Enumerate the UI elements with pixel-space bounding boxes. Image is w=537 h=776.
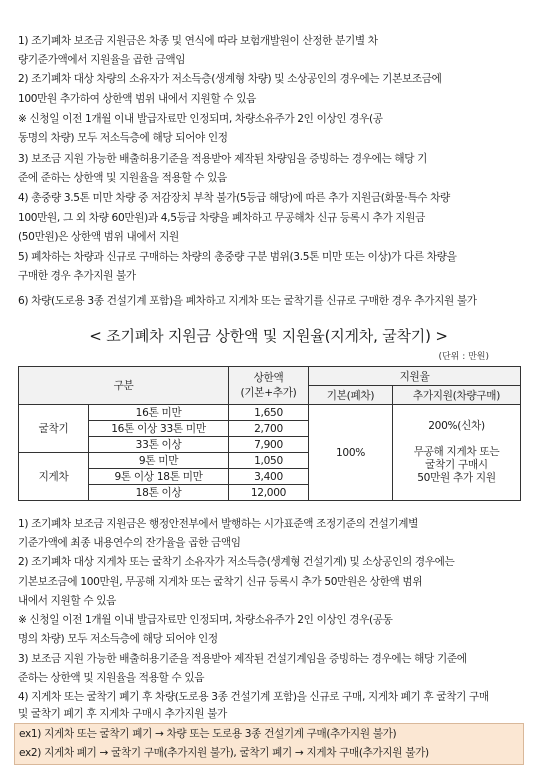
table-row xyxy=(19,405,521,421)
header-division: 구분 xyxy=(19,367,229,405)
bnote-2e: 명의 차량) 모두 저소득층에 해당 되어야 인정 xyxy=(18,633,218,645)
example-2: ex2) 지게차 폐기 → 굴착기 구매(추가지원 불가), 굴착기 폐기 → 지게차 구매(추가지원 불가) xyxy=(19,747,429,759)
note-1b: 량기준가액에서 지원율을 곱한 금액임 xyxy=(18,54,186,66)
subsidy-table xyxy=(18,366,521,501)
extra-rate xyxy=(393,405,521,501)
header-extra: 추가지원(차량구매) xyxy=(393,386,521,405)
note-4a: 4) 총중량 3.5톤 미만 차량 중 저감장치 부착 불가(5등급 해당)에 따른 추가 지원금(화물·특수 차량 xyxy=(18,192,450,204)
note-3b: 준에 준하는 상한액 및 지원율을 적용할 수 있음 xyxy=(18,172,227,184)
cap-cell: 3,400 xyxy=(229,469,309,485)
note-2b: 100만원 추가하여 상한액 범위 내에서 지원할 수 있음 xyxy=(18,93,256,105)
example-1: ex1) 지게차 또는 굴착기 폐기 → 차량 또는 도로용 3종 건설기계 구매(추가지원 불가) xyxy=(19,728,397,740)
note-4c: (50만원)은 상한액 범위 내에서 지원 xyxy=(18,231,179,243)
bnote-1b: 기준가액에 최종 내용연수의 잔가율을 곱한 금액임 xyxy=(18,537,241,549)
bnote-2c: 내에서 지원할 수 있음 xyxy=(18,595,117,607)
unit-label: (단위 : 만원) xyxy=(438,352,489,362)
bnote-4b: 및 굴착기 폐기 후 지게차 구매시 추가지원 불가 xyxy=(18,708,227,720)
group-excavator: 굴착기 xyxy=(19,405,89,453)
bnote-3b: 준하는 상한액 및 지원율을 적용할 수 있음 xyxy=(18,672,205,684)
note-2c: ※ 신청일 이전 1개월 이내 발급자료만 인정되며, 차량소유주가 2인 이상인 경우(공 xyxy=(18,113,383,125)
group-forklift: 지게차 xyxy=(19,453,89,501)
note-3a: 3) 보조금 지원 가능한 배출허용기준을 적용받아 제작된 차량임을 증빙하는 경우에는 해당 기 xyxy=(18,153,428,165)
table-title: < 조기폐차 지원금 상한액 및 지원율(지게차, 굴착기) > xyxy=(89,327,448,345)
bnote-2b: 기본보조금에 100만원, 무공해 지게차 또는 굴착기 신규 등록시 추가 50만원은 상한액 범위 xyxy=(18,576,423,588)
bnote-2a: 2) 조기폐차 대상 지게차 또는 굴착기 소유자가 저소득층(생계형 건설기계) 및 소상공인의 경우에는 xyxy=(18,556,455,568)
header-basic: 기본(폐차) xyxy=(309,386,393,405)
header-cap xyxy=(229,367,309,405)
size-cell: 18톤 이상 xyxy=(89,485,229,501)
note-1a: 1) 조기폐차 보조금 지원금은 차종 및 연식에 따라 보험개발원이 산정한 분기별 차 xyxy=(18,35,378,47)
bnote-3a: 3) 보조금 지원 가능한 배출허용기준을 적용받아 제작된 건설기계임을 증빙하는 경우에는 해당 기준에 xyxy=(18,653,467,665)
size-cell: 9톤 미만 xyxy=(89,453,229,469)
size-cell: 33톤 이상 xyxy=(89,437,229,453)
extra-rate-line1: 200%(신차) xyxy=(428,420,485,432)
cap-cell: 7,900 xyxy=(229,437,309,453)
header-cap-line2: (기본+추가) xyxy=(240,386,297,399)
bnote-1a: 1) 조기폐차 보조금 지원금은 행정안전부에서 발행하는 시가표준액 조정기준의 건설기계별 xyxy=(18,518,419,530)
cap-cell: 12,000 xyxy=(229,485,309,501)
note-2a: 2) 조기폐차 대상 차량의 소유자가 저소득층(생계형 차량) 및 소상공인의 경우에는 기본보조금에 xyxy=(18,73,442,85)
bnote-2d: ※ 신청일 이전 1개월 이내 발급자료만 인정되며, 차량소유주가 2인 이상인 경우(공동 xyxy=(18,614,393,626)
basic-rate: 100% xyxy=(309,405,393,501)
note-6: 6) 차량(도로용 3종 건설기계 포함)을 폐차하고 지게차 또는 굴착기를 신규로 구매한 경우 추가지원 불가 xyxy=(18,295,477,307)
size-cell: 16톤 이상 33톤 미만 xyxy=(89,421,229,437)
cap-cell: 2,700 xyxy=(229,421,309,437)
note-5b: 구매한 경우 추가지원 불가 xyxy=(18,270,136,282)
cap-cell: 1,050 xyxy=(229,453,309,469)
header-rate: 지원율 xyxy=(309,367,521,386)
example-box xyxy=(14,723,524,765)
header-cap-line1: 상한액 xyxy=(253,371,284,384)
cap-cell: 1,650 xyxy=(229,405,309,421)
note-2d: 동명의 차량) 모두 저소득층에 해당 되어야 인정 xyxy=(18,132,228,144)
bnote-4a: 4) 지게차 또는 굴착기 폐기 후 차량(도로용 3종 건설기계 포함)을 신규로 구매, 지게차 폐기 후 굴착기 구매 xyxy=(18,691,489,703)
extra-rate-line3: 굴착기 구매시 xyxy=(425,459,488,471)
extra-rate-line4: 50만원 추가 지원 xyxy=(417,472,496,484)
note-5a: 5) 폐차하는 차량과 신규로 구매하는 차량의 총중량 구분 범위(3.5톤 미만 또는 이상)가 다른 차량을 xyxy=(18,251,457,263)
extra-rate-line2: 무공해 지게차 또는 xyxy=(413,446,500,458)
note-4b: 100만원, 그 외 차량 60만원)과 4,5등급 차량을 폐차하고 무공해차 신규 등록시 추가 지원금 xyxy=(18,212,426,224)
size-cell: 16톤 미만 xyxy=(89,405,229,421)
size-cell: 9톤 이상 18톤 미만 xyxy=(89,469,229,485)
